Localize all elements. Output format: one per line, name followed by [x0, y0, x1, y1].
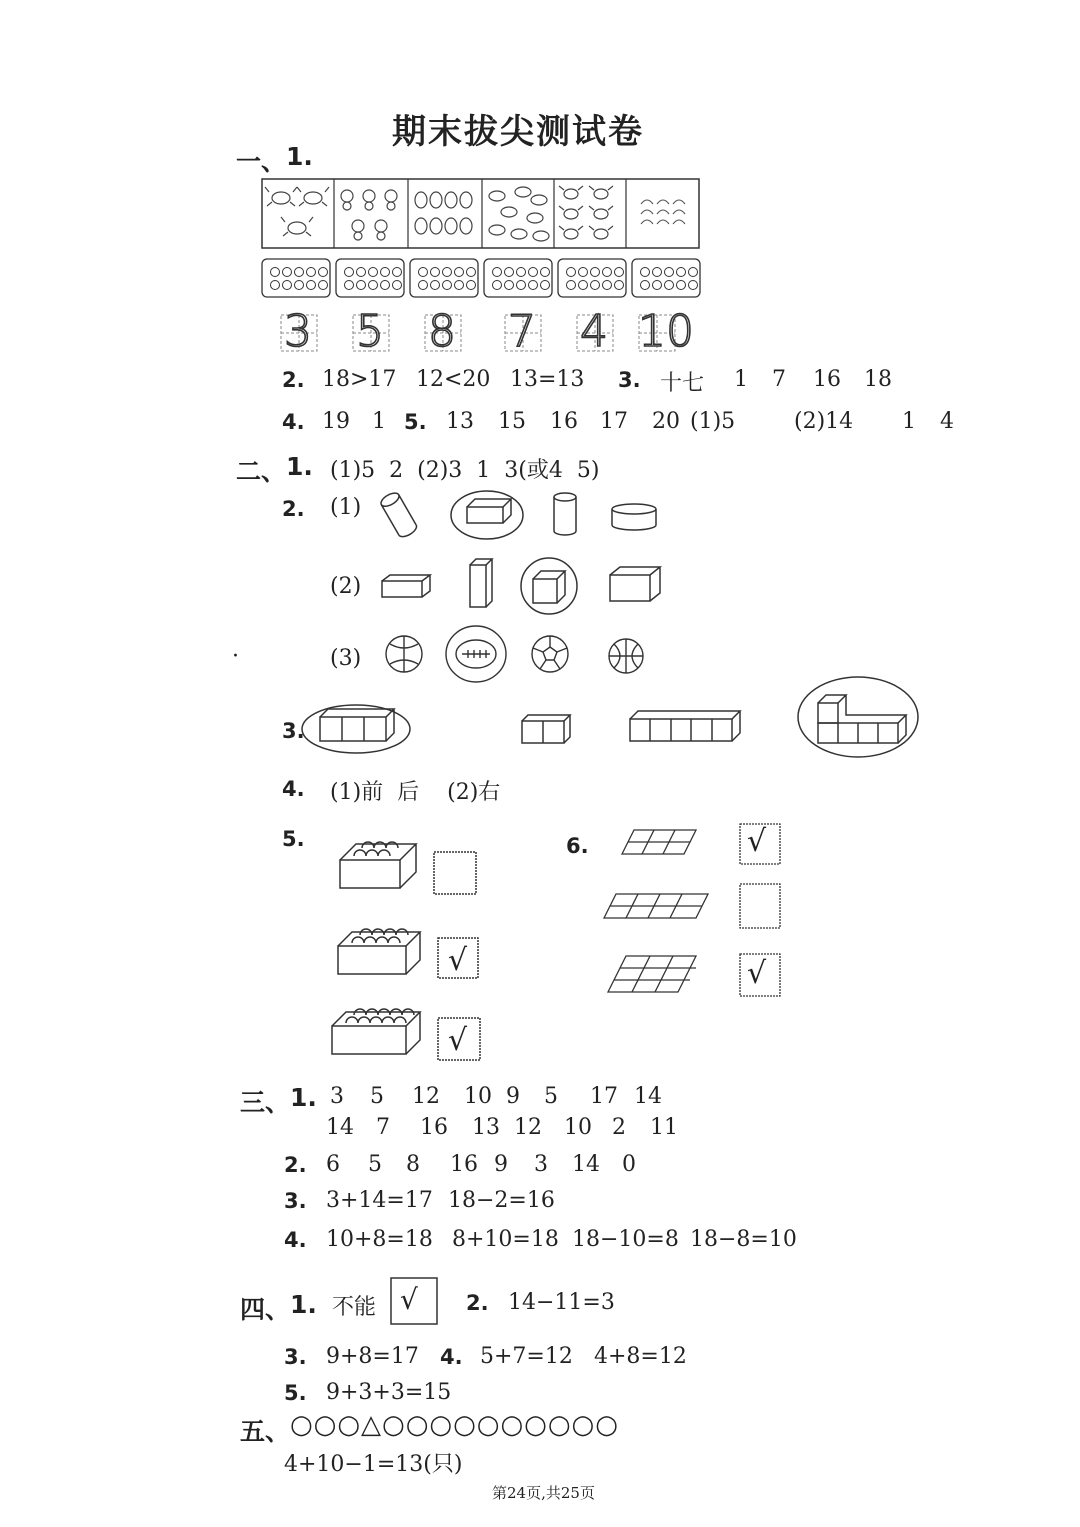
counter-dot	[665, 281, 674, 290]
value-cell: 2	[612, 1115, 626, 1140]
s4-q4-a: 5+7=12	[480, 1344, 573, 1369]
s1-q5-p2: (2)14	[794, 409, 854, 434]
flat-cuboid-icon	[382, 575, 430, 597]
s3-q4-a: 10+8=18	[326, 1227, 433, 1252]
s1-q3-num: 3.	[618, 368, 641, 392]
counter-dot	[357, 281, 366, 290]
s1-q5-a: 13	[446, 409, 474, 434]
counter-dot	[369, 281, 378, 290]
section-3-label: 三、	[240, 1088, 291, 1117]
soccer-ball-icon	[532, 636, 568, 672]
check-mark-1: √	[448, 943, 468, 978]
s1-q2-num: 2.	[282, 368, 305, 392]
s2-q1-text: (1)5 2 (2)3 1 3(或4 5)	[330, 458, 600, 483]
s2-q1-num: 1.	[286, 452, 313, 481]
s2-q2-p2: (2)	[330, 574, 362, 599]
s2-q3-num: 3.	[282, 719, 305, 743]
counter-dot	[345, 281, 354, 290]
counter-dot	[493, 268, 502, 277]
counter-dot	[381, 281, 390, 290]
s1-q4-num: 4.	[282, 410, 305, 434]
s4-q3-text: 9+8=17	[326, 1344, 419, 1369]
s4-q5-text: 9+3+3=15	[326, 1380, 452, 1405]
section-1-label: 一、	[236, 147, 287, 176]
s3-q4-d: 18−8=10	[690, 1227, 797, 1252]
s1-q5-p1: (1)5	[690, 409, 736, 434]
egg-box-1-icon	[340, 842, 416, 888]
value-cell: 5	[544, 1084, 558, 1109]
counter-dot	[455, 281, 464, 290]
counter-dot	[431, 268, 440, 277]
section-5-label: 五、	[240, 1417, 291, 1446]
counter-dot	[567, 268, 576, 277]
counter-dot	[455, 268, 464, 277]
l-shaped-cubes-icon	[818, 695, 906, 743]
value-cell: 17	[590, 1084, 618, 1109]
counter-dot	[689, 281, 698, 290]
value-cell: 12	[514, 1115, 542, 1140]
page-footer: 第24页,共25页	[492, 1484, 595, 1502]
counter-dot	[345, 268, 354, 277]
counter-dot	[567, 281, 576, 290]
digit-3: 8	[428, 306, 456, 357]
s1-q5-d: 17	[600, 409, 628, 434]
five-cubes-icon	[630, 711, 740, 741]
shapes-row-2	[378, 553, 678, 623]
crab-icon	[265, 187, 329, 236]
s3-q1-row2	[326, 1115, 690, 1140]
counter-dot	[307, 281, 316, 290]
answer-circle	[521, 558, 577, 614]
counter-dot	[541, 268, 550, 277]
value-cell: 14	[634, 1084, 662, 1109]
s3-q4-b: 8+10=18	[452, 1227, 559, 1252]
s4-q3-num: 3.	[284, 1345, 307, 1369]
counter-dot	[283, 268, 292, 277]
s3-q3-num: 3.	[284, 1189, 307, 1213]
s4-q4-num: 4.	[440, 1345, 463, 1369]
page-title: 期末拔尖测试卷	[392, 112, 644, 152]
s4-q1-text: 不能	[332, 1295, 377, 1320]
s3-q4-c: 18−10=8	[572, 1227, 679, 1252]
value-cell: 14	[572, 1152, 600, 1177]
counter-dot	[295, 268, 304, 277]
cube-groups	[300, 685, 940, 775]
counter-dot	[641, 281, 650, 290]
value-cell: 5	[370, 1084, 384, 1109]
s1-q3-e: 18	[864, 367, 892, 392]
s1-q4-b: 1	[372, 409, 386, 434]
value-cell: 14	[326, 1115, 354, 1140]
digit-2: 5	[356, 306, 384, 357]
counter-dot	[307, 268, 316, 277]
s3-q2-values	[326, 1152, 662, 1177]
s1-q3-b: 1	[734, 367, 748, 392]
s4-q5-num: 5.	[284, 1381, 307, 1405]
counter-dot	[615, 268, 624, 277]
cuboid-icon	[467, 499, 511, 523]
shapes-row-1	[375, 487, 695, 547]
s3-q4-num: 4.	[284, 1228, 307, 1252]
counter-dot	[603, 281, 612, 290]
volleyball-icon	[386, 636, 422, 672]
counter-dot	[677, 281, 686, 290]
value-cell: 16	[450, 1152, 478, 1177]
counter-dot	[591, 281, 600, 290]
value-cell: 5	[368, 1152, 382, 1177]
value-cell: 0	[622, 1152, 636, 1177]
s1-q3-a: 十七	[660, 371, 705, 396]
counter-dot	[419, 268, 428, 277]
egg-boxes	[330, 832, 500, 1072]
s3-q1-row1	[330, 1084, 674, 1109]
s3-q3-a: 3+14=17	[326, 1188, 433, 1213]
tilted-cylinder-icon	[379, 490, 419, 539]
s2-q2-p3: (3)	[330, 646, 362, 671]
box-icon	[610, 567, 660, 601]
counter-dot	[517, 268, 526, 277]
s2-q4-num: 4.	[282, 777, 305, 801]
s2-q4-text: (1)前 后 (2)右	[330, 780, 501, 805]
egg-box-3-icon	[332, 1009, 420, 1054]
value-cell: 8	[406, 1152, 420, 1177]
value-cell: 11	[650, 1115, 678, 1140]
value-cell: 12	[412, 1084, 440, 1109]
s1-q5-p2c: 4	[940, 409, 954, 434]
cylinder-icon	[554, 493, 576, 535]
digit-1: 3	[284, 306, 312, 357]
digit-5: 4	[580, 306, 608, 357]
s3-q1-num: 1.	[290, 1083, 317, 1112]
s4-q1-num: 1.	[290, 1290, 317, 1319]
counter-dot	[381, 268, 390, 277]
s1-q5-p2b: 1	[902, 409, 916, 434]
check-mark-3: √	[747, 824, 767, 859]
value-cell: 10	[464, 1084, 492, 1109]
section-2-label: 二、	[236, 457, 287, 486]
basketball-icon	[609, 639, 643, 673]
counter-dot	[431, 281, 440, 290]
s1-q3-d: 16	[813, 367, 841, 392]
counter-dot	[393, 268, 402, 277]
s2-q2-num: 2.	[282, 497, 305, 521]
s4-check-mark: √	[400, 1283, 418, 1316]
counter-dot	[369, 268, 378, 277]
counter-dot	[689, 268, 698, 277]
s2-q5-num: 5.	[282, 827, 305, 851]
digit-4: 7	[508, 306, 536, 357]
answer-circle	[451, 491, 523, 539]
s2-q6-num: 6.	[566, 834, 589, 858]
s1-q4-a: 19	[322, 409, 350, 434]
section-4-label: 四、	[240, 1295, 291, 1324]
counter-dot	[493, 281, 502, 290]
counter-dot	[579, 281, 588, 290]
rugby-ball-icon	[456, 640, 496, 668]
counter-dot	[665, 268, 674, 277]
s1-q2-c: 13=13	[510, 367, 585, 392]
value-cell: 9	[494, 1152, 508, 1177]
counter-dot	[393, 281, 402, 290]
tray-1-icon	[622, 830, 696, 854]
counter-dot	[591, 268, 600, 277]
tall-cuboid-icon	[470, 559, 492, 607]
counter-dot	[653, 268, 662, 277]
s3-q3-b: 18−2=16	[448, 1188, 555, 1213]
counter-dot	[357, 268, 366, 277]
digit-6: 10	[638, 306, 694, 357]
counter-dot	[517, 281, 526, 290]
egg-box-2-icon	[338, 929, 420, 974]
counter-dot	[419, 281, 428, 290]
counter-dot	[603, 268, 612, 277]
counter-trays	[261, 258, 701, 300]
picture-grid	[261, 178, 701, 250]
counter-dot	[295, 281, 304, 290]
tray-2-icon	[604, 894, 708, 918]
s1-q3-c: 7	[772, 367, 786, 392]
counter-dot	[579, 268, 588, 277]
cube-icon	[533, 571, 565, 603]
s1-q5-c: 16	[550, 409, 578, 434]
counter-dot	[653, 281, 662, 290]
s5-equation: 4+10−1=13(只)	[284, 1452, 463, 1477]
flat-cylinder-icon	[612, 504, 656, 530]
s5-shapes: ○○○△○○○○○○○○○○	[290, 1410, 619, 1440]
value-cell: 9	[506, 1084, 520, 1109]
s1-q1-num: 1.	[286, 142, 313, 171]
check-mark-4: √	[747, 956, 767, 991]
egg-icon	[415, 192, 472, 234]
shrimp-icon	[641, 200, 685, 224]
value-cell: 3	[534, 1152, 548, 1177]
value-cell: 6	[326, 1152, 340, 1177]
counter-dot	[615, 281, 624, 290]
counter-dot	[529, 268, 538, 277]
check-mark-2: √	[448, 1023, 468, 1058]
s2-q2-p1: (1)	[330, 495, 362, 520]
answer-box-1	[434, 852, 476, 894]
two-cubes-icon	[522, 715, 570, 743]
counter-dot	[529, 281, 538, 290]
fly-icon	[559, 186, 613, 239]
value-cell: 16	[420, 1115, 448, 1140]
counter-dot	[677, 268, 686, 277]
three-cubes-icon	[320, 709, 394, 741]
s3-q2-num: 2.	[284, 1153, 307, 1177]
counter-dot	[505, 268, 514, 277]
shapes-row-3	[384, 622, 664, 692]
counter-dot	[271, 281, 280, 290]
value-cell: 10	[564, 1115, 592, 1140]
counter-dot	[443, 281, 452, 290]
value-cell: 7	[376, 1115, 390, 1140]
s4-q2-num: 2.	[466, 1291, 489, 1315]
s1-q2-b: 12<20	[416, 367, 491, 392]
chick-icon	[341, 190, 397, 240]
answer-circle	[798, 677, 918, 757]
counter-dot	[467, 281, 476, 290]
counter-dot	[641, 268, 650, 277]
s1-q5-num: 5.	[404, 410, 427, 434]
s4-q2-text: 14−11=3	[508, 1290, 615, 1315]
tray-3-icon	[608, 956, 696, 992]
counter-dot	[443, 268, 452, 277]
counter-dot	[319, 281, 328, 290]
counter-dot	[505, 281, 514, 290]
value-cell: 3	[330, 1084, 344, 1109]
stray-dot: ·	[232, 644, 239, 669]
counter-dot	[541, 281, 550, 290]
s1-q2-a: 18>17	[322, 367, 397, 392]
value-cell: 13	[472, 1115, 500, 1140]
s1-q5-e: 20	[652, 409, 680, 434]
counter-dot	[467, 268, 476, 277]
oval-icon	[489, 187, 549, 241]
s1-q5-b: 15	[498, 409, 526, 434]
s4-q4-b: 4+8=12	[594, 1344, 687, 1369]
answer-box-6-2	[740, 884, 780, 928]
counter-dot	[271, 268, 280, 277]
counter-dot	[319, 268, 328, 277]
cake-trays	[602, 818, 802, 998]
counter-dot	[283, 281, 292, 290]
